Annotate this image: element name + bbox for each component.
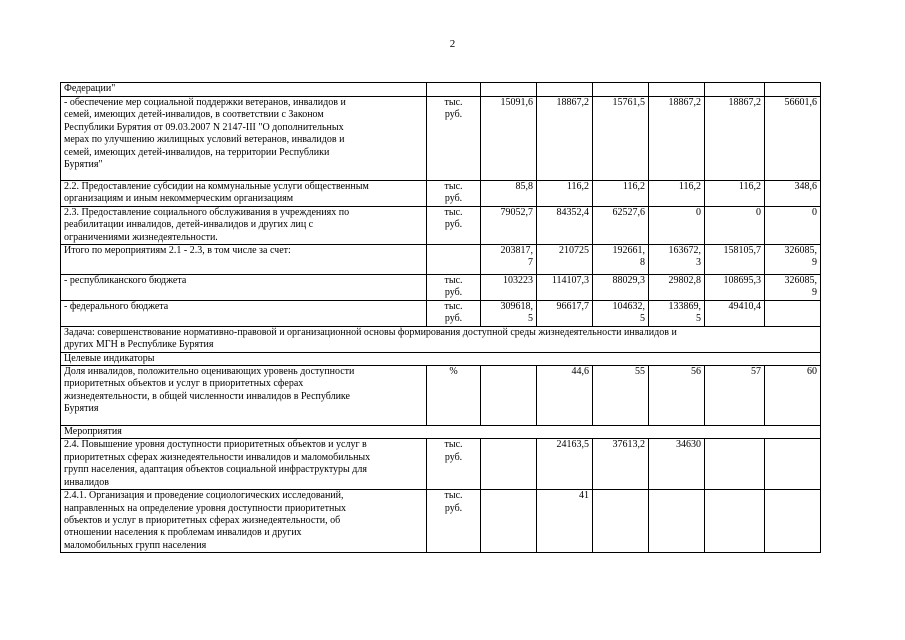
value-cell: 18867,2: [649, 97, 705, 181]
value-cell: 203817, 7: [481, 245, 537, 275]
table-row: [61, 275, 821, 301]
table-row: [61, 366, 821, 426]
value-cell: 56601,6: [765, 97, 821, 181]
value-cell: 85,8: [481, 181, 537, 207]
table-row: [61, 181, 821, 207]
value-cell: 56: [649, 366, 705, 426]
value-cell: 210725: [537, 245, 593, 275]
unit-cell: [427, 83, 481, 97]
value-cell: [705, 83, 765, 97]
budget-table: [60, 82, 821, 553]
value-cell: [705, 490, 765, 553]
unit-cell: тыс. руб.: [427, 181, 481, 207]
value-cell: 104632, 5: [593, 300, 649, 326]
value-cell: 326085, 9: [765, 275, 821, 301]
value-cell: 96617,7: [537, 300, 593, 326]
value-cell: 192661, 8: [593, 245, 649, 275]
value-cell: 60: [765, 366, 821, 426]
value-cell: [705, 439, 765, 490]
value-cell: [593, 83, 649, 97]
value-cell: 108695,3: [705, 275, 765, 301]
value-cell: 24163,5: [537, 439, 593, 490]
table-row: [61, 206, 821, 244]
table-row: [61, 245, 821, 275]
value-cell: [649, 490, 705, 553]
section-row: [61, 426, 821, 439]
value-cell: [593, 490, 649, 553]
value-cell: 0: [765, 206, 821, 244]
value-cell: 88029,3: [593, 275, 649, 301]
value-cell: 0: [705, 206, 765, 244]
row-name-cell: - республиканского бюджета: [61, 275, 427, 301]
value-cell: 133869, 5: [649, 300, 705, 326]
row-name-cell: Итого по мероприятиям 2.1 - 2.3, в том числе за счет:: [61, 245, 427, 275]
unit-cell: %: [427, 366, 481, 426]
value-cell: 55: [593, 366, 649, 426]
value-cell: 18867,2: [537, 97, 593, 181]
row-name-cell: Доля инвалидов, положительно оценивающих уровень доступности приоритетных объектов и услуг в приоритетных сферах жизнедеятельности, в общей численности инвалидов в Республике Бурятия: [61, 366, 427, 426]
value-cell: 41: [537, 490, 593, 553]
value-cell: 29802,8: [649, 275, 705, 301]
row-name-cell: Федерации": [61, 83, 427, 97]
table-row: [61, 439, 821, 490]
value-cell: 34630: [649, 439, 705, 490]
value-cell: 84352,4: [537, 206, 593, 244]
value-cell: 44,6: [537, 366, 593, 426]
value-cell: 18867,2: [705, 97, 765, 181]
value-cell: 103223: [481, 275, 537, 301]
value-cell: [481, 439, 537, 490]
value-cell: 0: [649, 206, 705, 244]
value-cell: [765, 300, 821, 326]
unit-cell: [427, 245, 481, 275]
section-heading: Задача: совершенствование нормативно-правовой и организационной основы формирования доступной среды жизнедеятельности инвалидов и других МГН в Республике Бурятия: [61, 326, 821, 352]
table-row: [61, 97, 821, 181]
unit-cell: тыс. руб.: [427, 97, 481, 181]
value-cell: [481, 83, 537, 97]
value-cell: 15091,6: [481, 97, 537, 181]
value-cell: 348,6: [765, 181, 821, 207]
value-cell: [481, 490, 537, 553]
section-heading: Мероприятия: [61, 426, 821, 439]
row-name-cell: 2.2. Предоставление субсидии на коммунальные услуги общественным организациям и иным некоммерческим организациям: [61, 181, 427, 207]
section-row: [61, 326, 821, 352]
value-cell: [481, 366, 537, 426]
row-name-cell: 2.4.1. Организация и проведение социологических исследований, направленных на определение уровня доступности приоритетных объектов и услуг в приоритетных сферах жизнедеятельности, об отношении населения к проблемам инвалидов и других маломобильных групп населения: [61, 490, 427, 553]
value-cell: 57: [705, 366, 765, 426]
value-cell: 116,2: [705, 181, 765, 207]
table-row: [61, 300, 821, 326]
value-cell: 163672, 3: [649, 245, 705, 275]
value-cell: 62527,6: [593, 206, 649, 244]
value-cell: 37613,2: [593, 439, 649, 490]
unit-cell: тыс. руб.: [427, 490, 481, 553]
value-cell: [765, 83, 821, 97]
page-number: 2: [449, 38, 456, 50]
unit-cell: тыс. руб.: [427, 206, 481, 244]
value-cell: 15761,5: [593, 97, 649, 181]
row-name-cell: - федерального бюджета: [61, 300, 427, 326]
value-cell: 114107,3: [537, 275, 593, 301]
value-cell: 79052,7: [481, 206, 537, 244]
unit-cell: тыс. руб.: [427, 275, 481, 301]
value-cell: 309618, 5: [481, 300, 537, 326]
table-row: [61, 490, 821, 553]
value-cell: 116,2: [537, 181, 593, 207]
value-cell: [765, 490, 821, 553]
value-cell: [649, 83, 705, 97]
value-cell: [765, 439, 821, 490]
row-name-cell: 2.4. Повышение уровня доступности приоритетных объектов и услуг в приоритетных сферах жизнедеятельности инвалидов и маломобильных групп населения, адаптация объектов социальной инфраструктуры для инвалидов: [61, 439, 427, 490]
value-cell: 158105,7: [705, 245, 765, 275]
table-row: [61, 83, 821, 97]
unit-cell: тыс. руб.: [427, 300, 481, 326]
unit-cell: тыс. руб.: [427, 439, 481, 490]
value-cell: 326085, 9: [765, 245, 821, 275]
row-name-cell: 2.3. Предоставление социального обслуживания в учреждениях по реабилитации инвалидов, детей-инвалидов и других лиц с ограничениями жизнедеятельности.: [61, 206, 427, 244]
section-row: [61, 352, 821, 365]
section-heading: Целевые индикаторы: [61, 352, 821, 365]
row-name-cell: - обеспечение мер социальной поддержки ветеранов, инвалидов и семей, имеющих детей-инвалидов, в соответствии с Законом Республики Бурятия от 09.03.2007 N 2147-III "О дополнительных мерах по улучшению жилищных условий ветеранов, инвалидов и семей, имеющих детей-инвалидов, на территории Республики Бурятия": [61, 97, 427, 181]
value-cell: 116,2: [593, 181, 649, 207]
value-cell: 49410,4: [705, 300, 765, 326]
value-cell: [537, 83, 593, 97]
value-cell: 116,2: [649, 181, 705, 207]
